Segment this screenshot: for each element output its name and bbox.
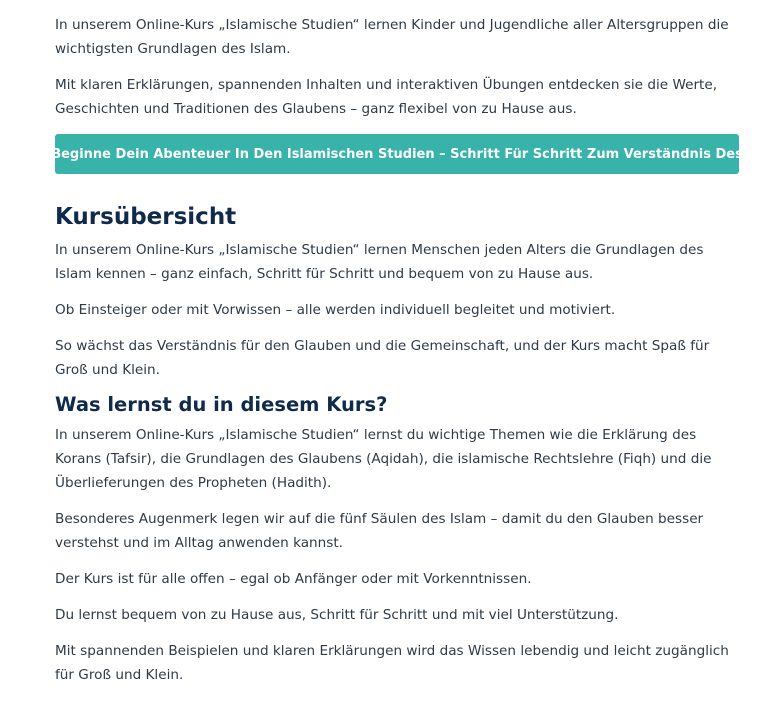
overview-paragraph-3: So wächst das Verständnis für den Glauben und die Gemeinschaft, und der Kurs macht Spaß für Groß und Klein. (55, 338, 710, 378)
intro-paragraph-1: In unserem Online-Kurs „Islamische Studien“ lernen Kinder und Jugendliche aller Altersgruppen die wichtigsten Grundlagen des Islam. (55, 17, 729, 57)
start-course-button-label: Beginne Dein Abenteuer In Den Islamischen Studien – Schritt Für Schritt Zum Verständnis Des (51, 146, 743, 162)
intro-paragraph-2: Mit klaren Erklärungen, spannenden Inhalten und interaktiven Übungen entdecken sie die Werte, Geschichten und Traditionen des Glaubens – ganz flexibel von zu Hause aus. (55, 77, 718, 117)
overview-heading: Kursübersicht (55, 204, 237, 230)
learn-paragraph-3: Der Kurs ist für alle offen – egal ob Anfänger oder mit Vorkenntnissen. (55, 571, 532, 587)
learn-heading: Was lernst du in diesem Kurs? (55, 393, 388, 416)
start-course-button[interactable] (51, 134, 743, 174)
overview-paragraph-2: Ob Einsteiger oder mit Vorwissen – alle werden individuell begleitet und motiviert. (55, 302, 616, 318)
learn-paragraph-2: Besonderes Augenmerk legen wir auf die fünf Säulen des Islam – damit du den Glauben besser verstehst und im Alltag anwenden kannst. (55, 511, 704, 551)
learn-paragraph-1: In unserem Online-Kurs „Islamische Studien“ lernst du wichtige Themen wie die Erklärung des Korans (Tafsir), die Grundlagen des Glaubens (Aqidah), die islamische Rechtslehre (Fiqh) und die Überlieferungen des Propheten (Hadith). (55, 427, 712, 491)
learn-paragraph-5: Mit spannenden Beispielen und klaren Erklärungen wird das Wissen lebendig und leicht zugänglich für Groß und Klein. (55, 643, 729, 683)
overview-paragraph-1: In unserem Online-Kurs „Islamische Studien“ lernen Menschen jeden Alters die Grundlagen des Islam kennen – ganz einfach, Schritt für Schritt und bequem von zu Hause aus. (55, 242, 704, 282)
learn-paragraph-4: Du lernst bequem von zu Hause aus, Schritt für Schritt und mit viel Unterstützung. (55, 607, 619, 623)
